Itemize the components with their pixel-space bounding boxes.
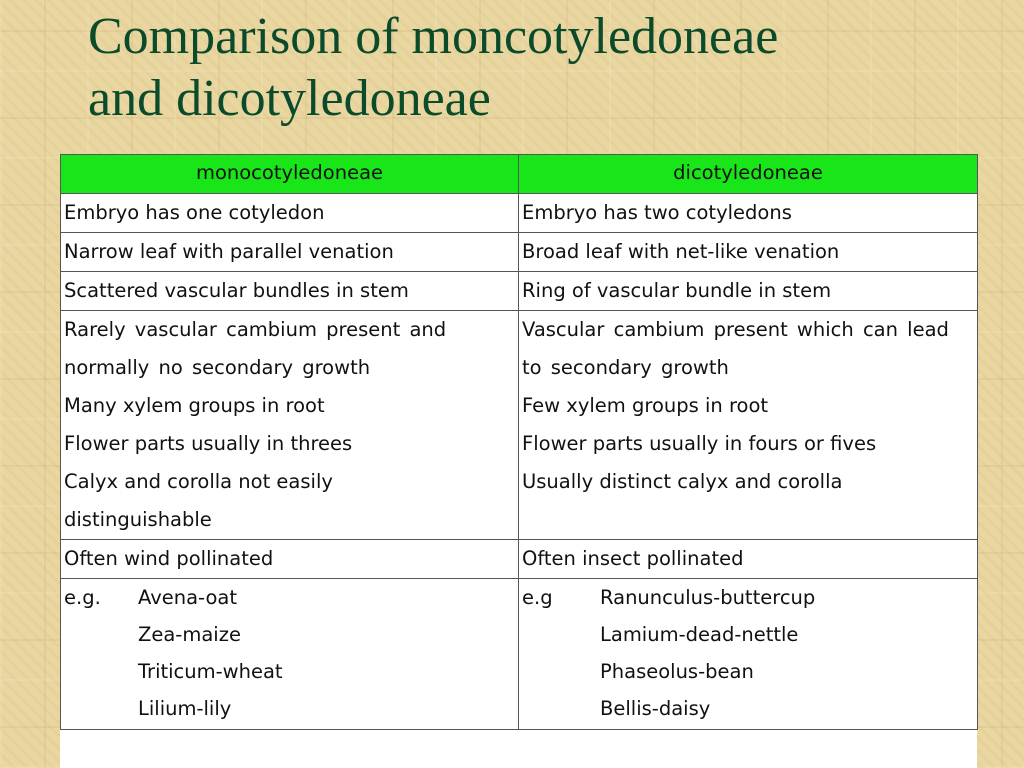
example-item bbox=[64, 653, 515, 690]
example-text: Triticum-wheat bbox=[138, 660, 283, 683]
dicot-xylem: Few xylem groups in root bbox=[522, 394, 769, 417]
table-row bbox=[61, 233, 978, 272]
example-item bbox=[64, 579, 515, 616]
example-text: Ranunculus-buttercup bbox=[600, 586, 816, 609]
cell-dicot-vascular: Ring of vascular bundle in stem bbox=[519, 272, 978, 311]
cell-dicot-leaf: Broad leaf with net-like venation bbox=[519, 233, 978, 272]
monocot-calyx: Calyx and corolla not easily distinguishable bbox=[64, 470, 333, 531]
header-monocot: monocotyledoneae bbox=[61, 155, 519, 194]
monocot-cambium: Rarely vascular cambium present and normally no secondary growth bbox=[64, 318, 447, 379]
table-row-examples bbox=[61, 579, 978, 730]
example-text: Avena-oat bbox=[138, 586, 237, 609]
slide-title-line-2: and dicotyledoneae bbox=[88, 70, 491, 128]
comparison-table-container bbox=[60, 154, 977, 768]
example-text: Zea-maize bbox=[138, 623, 241, 646]
example-text: Bellis-daisy bbox=[600, 697, 711, 720]
example-prefix: e.g bbox=[522, 586, 553, 609]
dicot-cambium: Vascular cambium present which can lead to secondary growth bbox=[522, 318, 949, 379]
table-row bbox=[61, 311, 978, 540]
cell-monocot-examples bbox=[61, 579, 519, 730]
dicot-calyx: Usually distinct calyx and corolla bbox=[522, 470, 843, 493]
example-item bbox=[522, 616, 974, 653]
example-item bbox=[64, 690, 515, 727]
example-text: Phaseolus-bean bbox=[600, 660, 754, 683]
dicot-flower: Flower parts usually in fours or fives bbox=[522, 432, 877, 455]
table-row bbox=[61, 194, 978, 233]
cell-monocot-features bbox=[61, 311, 519, 540]
cell-monocot-embryo: Embryo has one cotyledon bbox=[61, 194, 519, 233]
example-item bbox=[522, 579, 974, 616]
cell-monocot-pollination: Often wind pollinated bbox=[61, 540, 519, 579]
example-item bbox=[522, 690, 974, 727]
cell-dicot-features bbox=[519, 311, 978, 540]
table-row bbox=[61, 272, 978, 311]
example-item bbox=[522, 653, 974, 690]
monocot-flower: Flower parts usually in threes bbox=[64, 432, 353, 455]
comparison-table bbox=[60, 154, 978, 730]
example-item bbox=[64, 616, 515, 653]
example-text: Lilium-lily bbox=[138, 697, 232, 720]
cell-monocot-leaf: Narrow leaf with parallel venation bbox=[61, 233, 519, 272]
example-prefix: e.g. bbox=[64, 586, 101, 609]
slide-title-line-1: Comparison of moncotyledoneae bbox=[88, 8, 779, 65]
cell-dicot-examples bbox=[519, 579, 978, 730]
monocot-xylem: Many xylem groups in root bbox=[64, 394, 325, 417]
cell-dicot-embryo: Embryo has two cotyledons bbox=[519, 194, 978, 233]
cell-dicot-pollination: Often insect pollinated bbox=[519, 540, 978, 579]
example-text: Lamium-dead-nettle bbox=[600, 623, 799, 646]
header-dicot: dicotyledoneae bbox=[519, 155, 978, 194]
table-header-row bbox=[61, 155, 978, 194]
cell-monocot-vascular: Scattered vascular bundles in stem bbox=[61, 272, 519, 311]
slide-title bbox=[88, 6, 988, 131]
table-row bbox=[61, 540, 978, 579]
